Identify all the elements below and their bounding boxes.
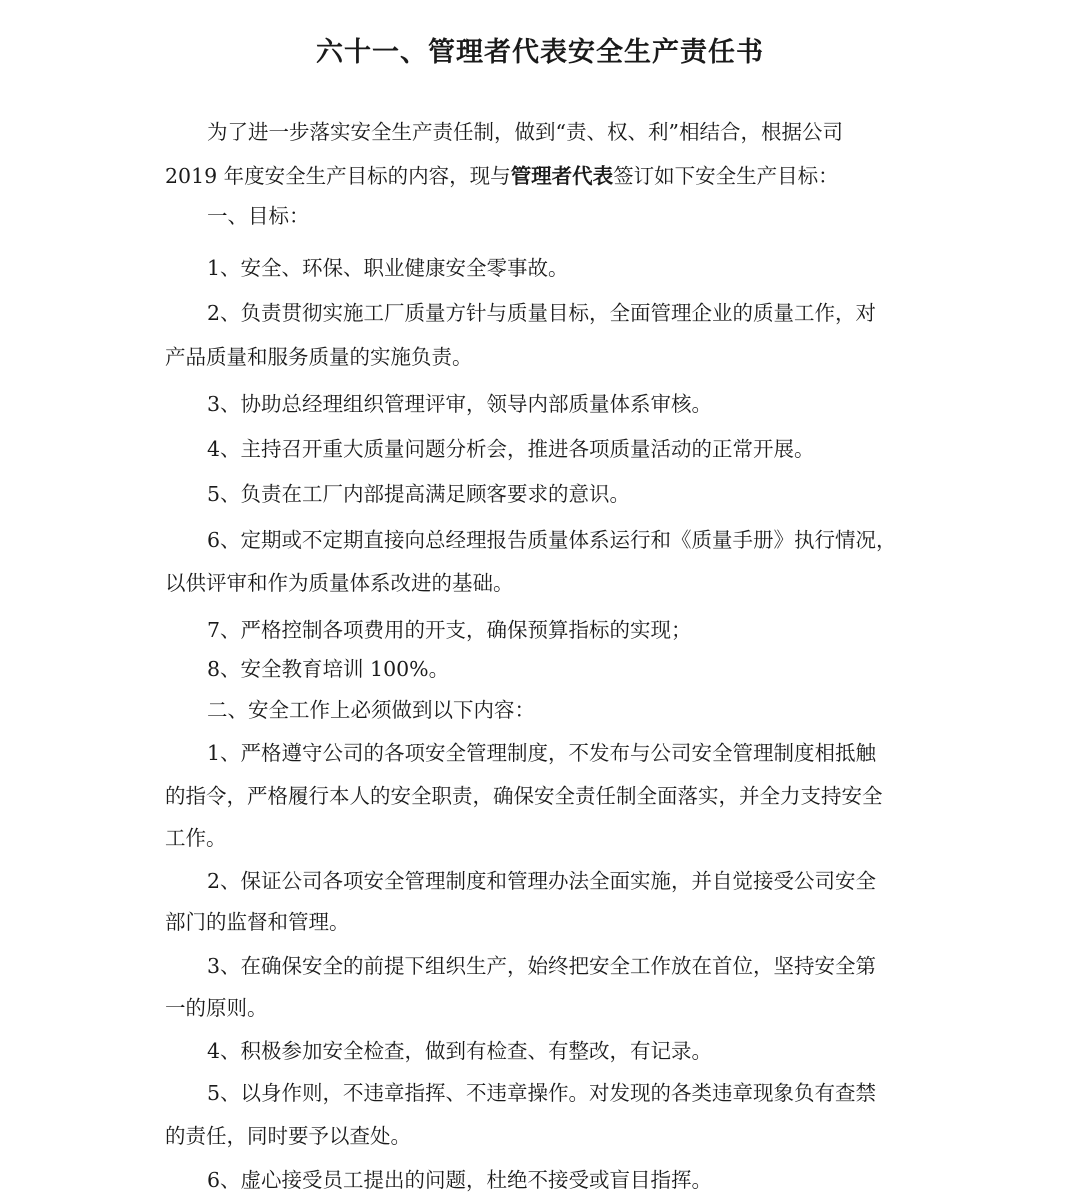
list-item-cont: 部门的监督和管理。 <box>165 910 350 934</box>
list-item-cont: 以供评审和作为质量体系改进的基础。 <box>165 571 514 595</box>
intro-line: 为了进一步落实安全生产责任制，做到“责、权、利”相结合，根据公司 <box>207 120 843 144</box>
list-item-cont: 一的原则。 <box>165 996 268 1020</box>
list-item: 6、定期或不定期直接向总经理报告质量体系运行和《质量手册》执行情况， <box>207 528 897 552</box>
list-item: 1、严格遵守公司的各项安全管理制度，不发布与公司安全管理制度相抵触 <box>207 741 877 765</box>
list-item: 5、负责在工厂内部提高满足顾客要求的意识。 <box>207 482 631 506</box>
document-title: 六十一、管理者代表安全生产责任书 <box>316 37 764 68</box>
intro-bold-text: 管理者代表 <box>510 164 614 188</box>
list-item-cont: 产品质量和服务质量的实施负责。 <box>165 345 473 369</box>
section-heading: 二、安全工作上必须做到以下内容： <box>207 698 535 722</box>
list-item: 1、安全、环保、职业健康安全零事故。 <box>207 256 569 280</box>
list-item: 4、积极参加安全检查，做到有检查、有整改，有记录。 <box>207 1039 713 1063</box>
section-heading: 一、目标： <box>207 204 310 228</box>
list-item: 2、保证公司各项安全管理制度和管理办法全面实施，并自觉接受公司安全 <box>207 869 877 893</box>
intro-text: 签订如下安全生产目标： <box>613 164 839 188</box>
list-item: 5、以身作则，不违章指挥、不违章操作。对发现的各类违章现象负有查禁 <box>207 1081 877 1105</box>
list-item-cont: 的责任，同时要予以查处。 <box>165 1124 411 1148</box>
intro-text: 2019 年度安全生产目标的内容，现与 <box>165 164 511 188</box>
list-item: 6、虚心接受员工提出的问题，杜绝不接受或盲目指挥。 <box>207 1168 713 1192</box>
list-item: 7、严格控制各项费用的开支，确保预算指标的实现； <box>207 618 692 642</box>
list-item: 3、在确保安全的前提下组织生产，始终把安全工作放在首位，坚持安全第 <box>207 954 877 978</box>
list-item: 2、负责贯彻实施工厂质量方针与质量目标，全面管理企业的质量工作，对 <box>207 301 877 325</box>
list-item: 8、安全教育培训 100%。 <box>207 657 450 681</box>
list-item-cont: 工作。 <box>165 826 227 850</box>
intro-line <box>165 163 839 189</box>
list-item: 4、主持召开重大质量问题分析会，推进各项质量活动的正常开展。 <box>207 437 815 461</box>
list-item-cont: 的指令，严格履行本人的安全职责，确保安全责任制全面落实，并全力支持安全 <box>165 784 883 808</box>
list-item: 3、协助总经理组织管理评审，领导内部质量体系审核。 <box>207 392 713 416</box>
